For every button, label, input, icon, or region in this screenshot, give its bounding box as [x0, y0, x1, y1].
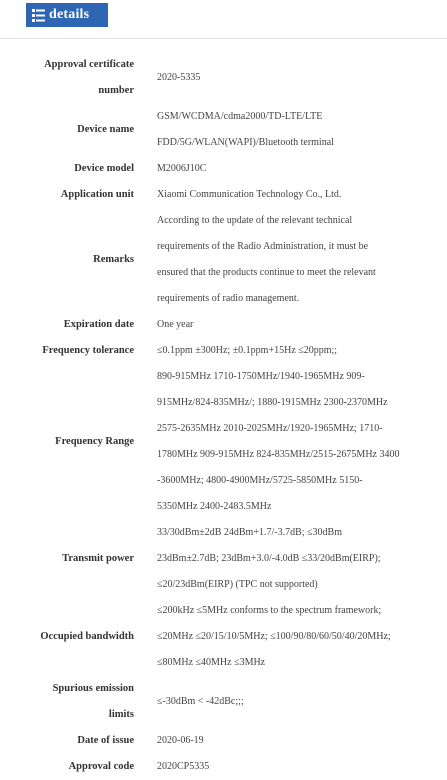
row-label-line: Spurious emission	[52, 683, 134, 694]
row-value-line: M2006J10C	[157, 163, 207, 174]
row-value-line: 1780MHz 909-915MHz 824-835MHz/2515-2675MHz 3400	[157, 449, 400, 460]
row-label-line: Occupied bandwidth	[40, 631, 134, 642]
row-value-line: ≤20/23dBm(EIRP) (TPC not supported)	[157, 579, 318, 590]
row-value-line: ≤-30dBm < -42dBc;;;	[157, 696, 244, 707]
row-label	[0, 182, 146, 208]
row-value	[146, 754, 447, 780]
row-label-line: Frequency tolerance	[42, 345, 134, 356]
row-value-line: ≤200kHz ≤5MHz conforms to the spectrum framework;	[157, 605, 382, 616]
row-label	[0, 312, 146, 338]
row-value	[146, 689, 447, 715]
detail-row	[0, 598, 447, 676]
row-value-line: ≤80MHz ≤40MHz ≤3MHz	[157, 657, 266, 668]
header-bar	[0, 0, 447, 39]
detail-row	[0, 728, 447, 754]
row-value-line: According to the update of the relevant technical	[157, 215, 353, 226]
row-label-line: Approval certificate	[44, 59, 134, 70]
detail-row	[0, 208, 447, 312]
row-value	[146, 520, 447, 598]
row-value	[146, 65, 447, 91]
row-value-line: 2020CP5335	[157, 761, 210, 772]
detail-row	[0, 312, 447, 338]
row-label-line: limits	[108, 709, 134, 720]
row-value-line: 915MHz/824-835MHz/; 1880-1915MHz 2300-2370MHz	[157, 397, 388, 408]
row-label-line: Device name	[77, 124, 134, 135]
grid-list-icon	[32, 9, 45, 22]
row-value	[146, 338, 447, 364]
detail-row	[0, 520, 447, 598]
row-value-line: requirements of the Radio Administration, it must be	[157, 241, 369, 252]
row-value-line: One year	[157, 319, 194, 330]
row-value-line: -3600MHz; 4800-4900MHz/5725-5850MHz 5150-	[157, 475, 363, 486]
detail-row	[0, 182, 447, 208]
row-label	[0, 52, 146, 104]
row-value-line: requirements of radio management.	[157, 293, 300, 304]
row-label-line: Device model	[74, 163, 134, 174]
row-label	[0, 676, 146, 728]
row-label	[0, 338, 146, 364]
row-value-line: FDD/5G/WLAN(WAPI)/Bluetooth terminal	[157, 137, 334, 148]
row-label	[0, 247, 146, 273]
row-value	[146, 104, 447, 156]
details-title: details	[49, 7, 90, 22]
row-value	[146, 156, 447, 182]
detail-row	[0, 52, 447, 104]
row-value-line: GSM/WCDMA/cdma2000/TD-LTE/LTE	[157, 111, 323, 122]
row-value	[146, 598, 447, 676]
row-value-line: 23dBm±2.7dB; 23dBm+3.0/-4.0dB ≤33/20dBm(EIRP);	[157, 553, 381, 564]
row-value-line: 5350MHz 2400-2483.5MHz	[157, 501, 272, 512]
row-label	[0, 728, 146, 754]
row-value-line: 2020-5335	[157, 72, 201, 83]
row-value	[146, 364, 447, 520]
row-label	[0, 117, 146, 143]
detail-row	[0, 364, 447, 520]
row-value-line: ≤20MHz ≤20/15/10/5MHz; ≤100/90/80/60/50/40/20MHz;	[157, 631, 391, 642]
detail-row	[0, 104, 447, 156]
row-label	[0, 624, 146, 650]
row-value-line: 2020-06-19	[157, 735, 204, 746]
row-value-line: Xiaomi Communication Technology Co., Ltd.	[157, 189, 342, 200]
row-label-line: number	[98, 85, 134, 96]
row-label-line: Approval code	[68, 761, 134, 772]
row-value-line: 2575-2635MHz 2010-2025MHz/1920-1965MHz; 1710-	[157, 423, 383, 434]
row-label	[0, 156, 146, 182]
detail-row	[0, 754, 447, 780]
row-value	[146, 728, 447, 754]
row-value	[146, 208, 447, 312]
row-value-line: ensured that the products continue to meet the relevant	[157, 267, 376, 278]
row-value-line: 890-915MHz 1710-1750MHz/1940-1965MHz 909-	[157, 371, 365, 382]
row-label-line: Transmit power	[62, 553, 134, 564]
row-value	[146, 312, 447, 338]
row-value	[146, 182, 447, 208]
row-label	[0, 429, 146, 455]
detail-row	[0, 676, 447, 728]
details-tab[interactable]	[26, 3, 108, 27]
detail-row	[0, 156, 447, 182]
row-label-line: Remarks	[93, 254, 134, 265]
row-label-line: Application unit	[60, 189, 134, 200]
row-label	[0, 546, 146, 572]
detail-row	[0, 338, 447, 364]
row-label	[0, 754, 146, 780]
row-value-line: ≤0.1ppm ±300Hz; ±0.1ppm+15Hz ≤20ppm;;	[157, 345, 338, 356]
row-label-line: Expiration date	[63, 319, 134, 330]
row-label-line: Frequency Range	[55, 436, 134, 447]
row-label-line: Date of issue	[77, 735, 134, 746]
row-value-line: 33/30dBm±2dB 24dBm+1.7/-3.7dB; ≤30dBm	[157, 527, 342, 538]
